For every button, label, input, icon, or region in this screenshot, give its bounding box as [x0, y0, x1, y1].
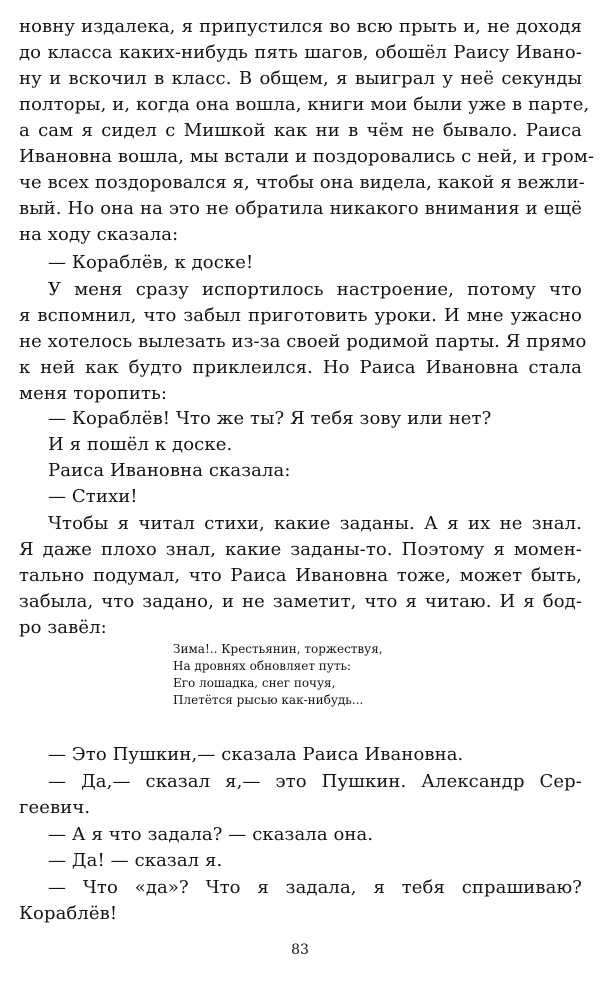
text-line: полторы, и, когда она вошла, книги мои были уже в парте, [19, 94, 590, 115]
text-line: до класса каких-нибудь пять шагов, обошёл Раису Ивано- [19, 42, 582, 63]
verse-line: Его лошадка, снег почуя, [173, 676, 336, 690]
page-number: 83 [291, 942, 309, 958]
dialogue-line: — А я что задала? — сказала она. [48, 824, 374, 845]
text-line: я вспомнил, что забыл приготовить уроки. И мне ужасно [19, 305, 582, 326]
dialogue-line: — Да! — сказал я. [48, 850, 223, 871]
text-line: меня торопить: [19, 383, 168, 404]
dialogue-line: — Что «да»? Что я задала, я тебя спрашиваю? [48, 877, 582, 898]
paragraph-first-line: Чтобы я читал стихи, какие заданы. А я их не знал. [48, 513, 582, 534]
dialogue-line: — Это Пушкин,— сказала Раиса Ивановна. [48, 744, 464, 765]
text-line: новну издалека, я припустился во всю прыть и, не доходя [19, 16, 582, 37]
text-line: че всех поздоровался я, чтобы она видела, какой я вежли- [19, 172, 585, 193]
verse-line: На дровнях обновляет путь: [173, 659, 352, 673]
text-line: геевич. [19, 797, 91, 818]
text-line: вый. Но она на это не обратила никакого внимания и ещё [19, 198, 582, 219]
text-line: забыла, что задано, и не заметит, что я читаю. И я бод- [19, 591, 582, 612]
paragraph-first-line: У меня сразу испортилось настроение, потому что [48, 279, 582, 300]
text-line: Раиса Ивановна сказала: [48, 460, 291, 481]
dialogue-line: — Да,— сказал я,— это Пушкин. Александр Сер- [48, 771, 582, 792]
text-line: тально подумал, что Раиса Ивановна тоже, может быть, [19, 565, 582, 586]
dialogue-line: — Кораблёв! Что же ты? Я тебя зову или нет? [48, 408, 492, 429]
text-line: к ней как будто приклеился. Но Раиса Ивановна стала [19, 357, 582, 378]
text-line: ну и вскочил в класс. В общем, я выиграл у неё секунды [19, 68, 582, 89]
text-line: на ходу сказала: [19, 224, 179, 245]
text-line: Ивановна вошла, мы встали и поздоровались с ней, и гром- [19, 146, 595, 167]
text-line: ро завёл: [19, 617, 107, 638]
text-line: Я даже плохо знал, какие заданы-то. Поэтому я момен- [19, 539, 582, 560]
dialogue-line: — Кораблёв, к доске! [48, 252, 254, 273]
text-line: И я пошёл к доске. [48, 434, 233, 455]
text-line: не хотелось вылезать из-за своей родимой парты. Я прямо [19, 331, 587, 352]
verse-line: Плетётся рысью как-нибудь... [173, 693, 364, 707]
dialogue-line: — Стихи! [48, 486, 138, 507]
verse-line: Зима!.. Крестьянин, торжествуя, [173, 642, 383, 656]
text-line: а сам я сидел с Мишкой как ни в чём не бывало. Раиса [19, 120, 582, 141]
text-line: Кораблёв! [19, 903, 118, 924]
